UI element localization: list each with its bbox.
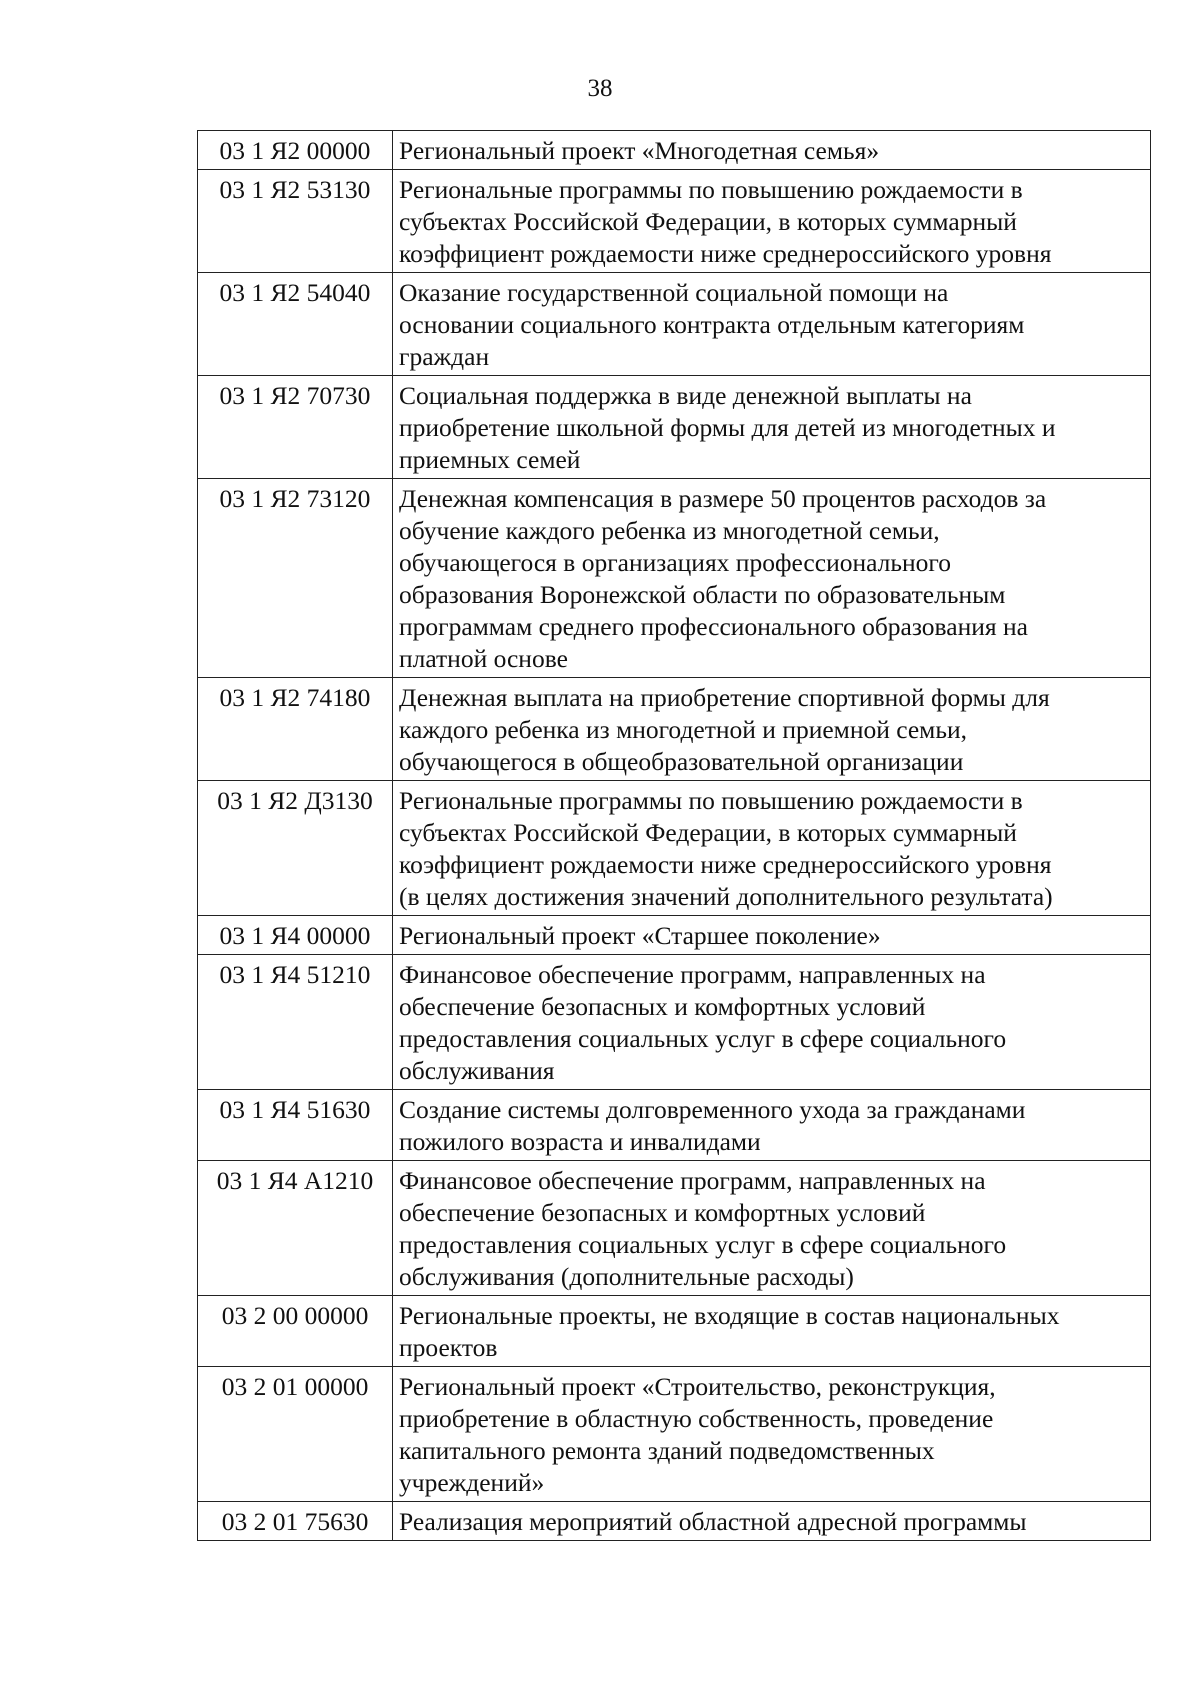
row-code: 03 1 Я2 Д3130 xyxy=(198,781,393,916)
row-description: Региональные проекты, не входящие в состав национальных проектов xyxy=(393,1296,1151,1367)
table-row xyxy=(198,376,1151,479)
table-body xyxy=(198,131,1151,1541)
table-row xyxy=(198,170,1151,273)
row-code: 03 2 00 00000 xyxy=(198,1296,393,1367)
row-description: Социальная поддержка в виде денежной выплаты на приобретение школьной формы для детей из многодетных и приемных семей xyxy=(393,376,1151,479)
table-row xyxy=(198,1161,1151,1296)
row-description: Финансовое обеспечение программ, направленных на обеспечение безопасных и комфортных условий предоставления социальных услуг в сфере социального обслуживания (дополнительные расходы) xyxy=(393,1161,1151,1296)
row-code: 03 1 Я4 А1210 xyxy=(198,1161,393,1296)
table-row xyxy=(198,479,1151,678)
row-description: Денежная компенсация в размере 50 процентов расходов за обучение каждого ребенка из многодетной семьи, обучающегося в организациях профессионального образования Воронежской области по образовательным программам среднего профессионального образования на платной основе xyxy=(393,479,1151,678)
row-code: 03 1 Я2 53130 xyxy=(198,170,393,273)
row-description: Оказание государственной социальной помощи на основании социального контракта отдельным категориям граждан xyxy=(393,273,1151,376)
table-row xyxy=(198,273,1151,376)
row-description: Региональный проект «Строительство, реконструкция, приобретение в областную собственность, проведение капитального ремонта зданий подведомственных учреждений» xyxy=(393,1367,1151,1502)
table-row xyxy=(198,781,1151,916)
table-row xyxy=(198,1296,1151,1367)
row-description: Создание системы долговременного ухода за гражданами пожилого возраста и инвалидами xyxy=(393,1090,1151,1161)
row-description: Финансовое обеспечение программ, направленных на обеспечение безопасных и комфортных условий предоставления социальных услуг в сфере социального обслуживания xyxy=(393,955,1151,1090)
row-code: 03 2 01 00000 xyxy=(198,1367,393,1502)
page-number: 38 xyxy=(587,75,613,102)
row-code: 03 1 Я4 00000 xyxy=(198,916,393,955)
table-row xyxy=(198,1502,1151,1541)
table-row xyxy=(198,678,1151,781)
row-description: Денежная выплата на приобретение спортивной формы для каждого ребенка из многодетной и приемной семьи, обучающегося в общеобразовательной организации xyxy=(393,678,1151,781)
row-code: 03 2 01 75630 xyxy=(198,1502,393,1541)
table-row xyxy=(198,131,1151,170)
table-row xyxy=(198,1090,1151,1161)
row-code: 03 1 Я4 51210 xyxy=(198,955,393,1090)
row-code: 03 1 Я2 70730 xyxy=(198,376,393,479)
row-description: Реализация мероприятий областной адресной программы xyxy=(393,1502,1151,1541)
table-row xyxy=(198,1367,1151,1502)
budget-classification-table xyxy=(197,130,1151,1541)
row-code: 03 1 Я4 51630 xyxy=(198,1090,393,1161)
row-code: 03 1 Я2 00000 xyxy=(198,131,393,170)
row-description: Региональные программы по повышению рождаемости в субъектах Российской Федерации, в которых суммарный коэффициент рождаемости ниже среднероссийского уровня xyxy=(393,170,1151,273)
row-code: 03 1 Я2 74180 xyxy=(198,678,393,781)
table-row xyxy=(198,916,1151,955)
row-code: 03 1 Я2 54040 xyxy=(198,273,393,376)
row-description: Региональные программы по повышению рождаемости в субъектах Российской Федерации, в которых суммарный коэффициент рождаемости ниже среднероссийского уровня (в целях достижения значений дополнительного результата) xyxy=(393,781,1151,916)
table-row xyxy=(198,955,1151,1090)
row-description: Региональный проект «Старшее поколение» xyxy=(393,916,1151,955)
row-description: Региональный проект «Многодетная семья» xyxy=(393,131,1151,170)
row-code: 03 1 Я2 73120 xyxy=(198,479,393,678)
